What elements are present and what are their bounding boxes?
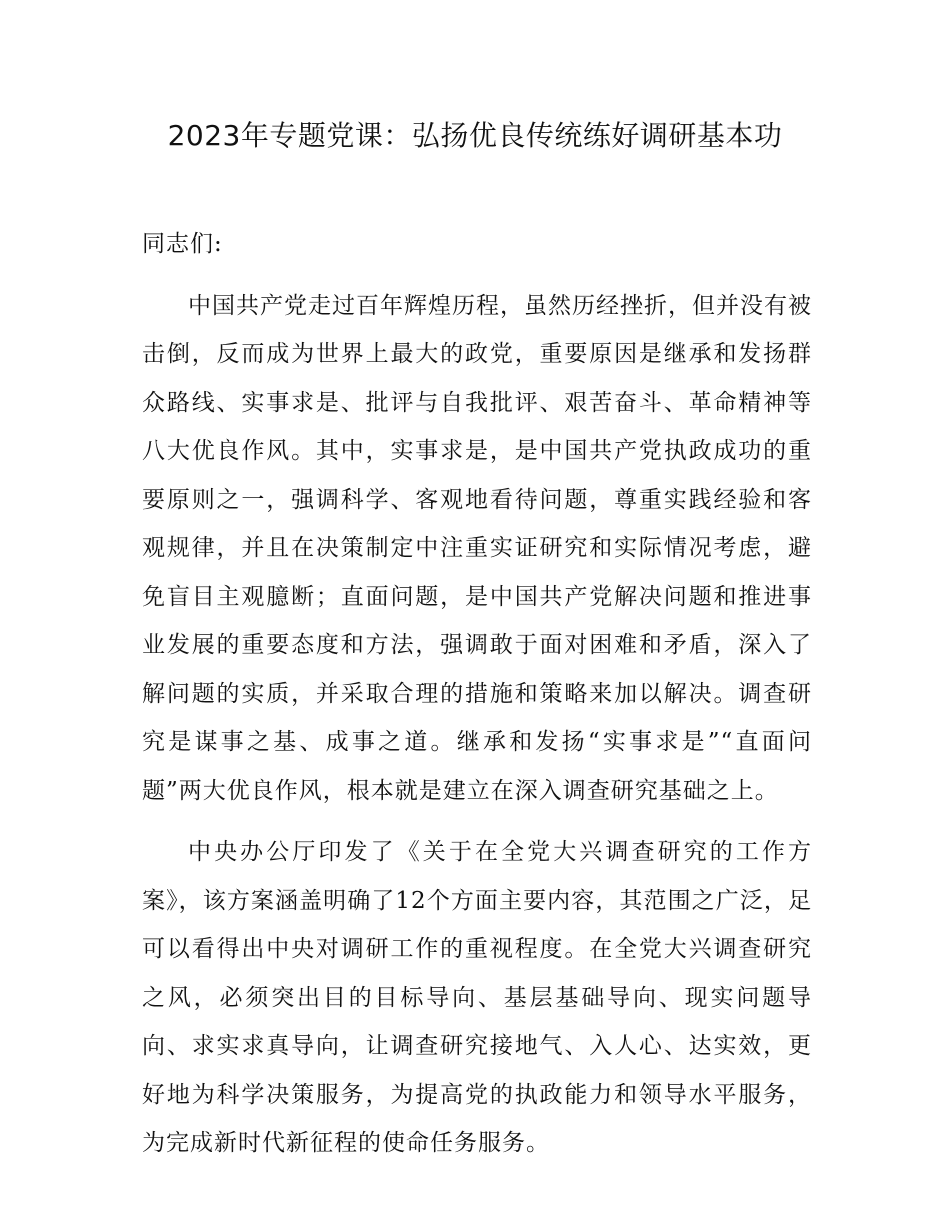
paragraph-1: 中国共产党走过百年辉煌历程，虽然历经挫折，但并没有被击倒，反而成为世界上最大的政党，重要原因是继承和发扬群众路线、实事求是、批评与自我批评、艰苦奋斗、革命精神等八大优良作风。其中，实事求是，是中国共产党执政成功的重要原则之一，强调科学、客观地看待问题，尊重实践经验和客观规律，并且在决策制定中注重实证研究和实际情况考虑，避免盲目主观臆断；直面问题，是中国共产党解决问题和推进事业发展的重要态度和方法，强调敢于面对困难和矛盾，深入了解问题的实质，并采取合理的措施和策略来加以解决。调查研究是谋事之基、成事之道。继承和发扬“实事求是”“直面问题”两大优良作风，根本就是建立在深入调查研究基础之上。 — [142, 292, 812, 804]
document-title: 2023年专题党课：弘扬优良传统练好调研基本功 — [167, 119, 783, 152]
salutation: 同志们: — [142, 231, 223, 257]
document-body — [142, 220, 812, 1181]
paragraph-2: 中央办公厅印发了《关于在全党大兴调查研究的工作方案》，该方案涵盖明确了12个方面主要内容，其范围之广泛，足可以看得出中央对调研工作的重视程度。在全党大兴调查研究之风，必须突出目的目标导向、基层基础导向、现实问题导向、求实求真导向，让调查研究接地气、入人心、达实效，更好地为科学决策服务，为提高党的执政能力和领导水平服务，为完成新时代新征程的使命任务服务。 — [142, 839, 812, 1156]
